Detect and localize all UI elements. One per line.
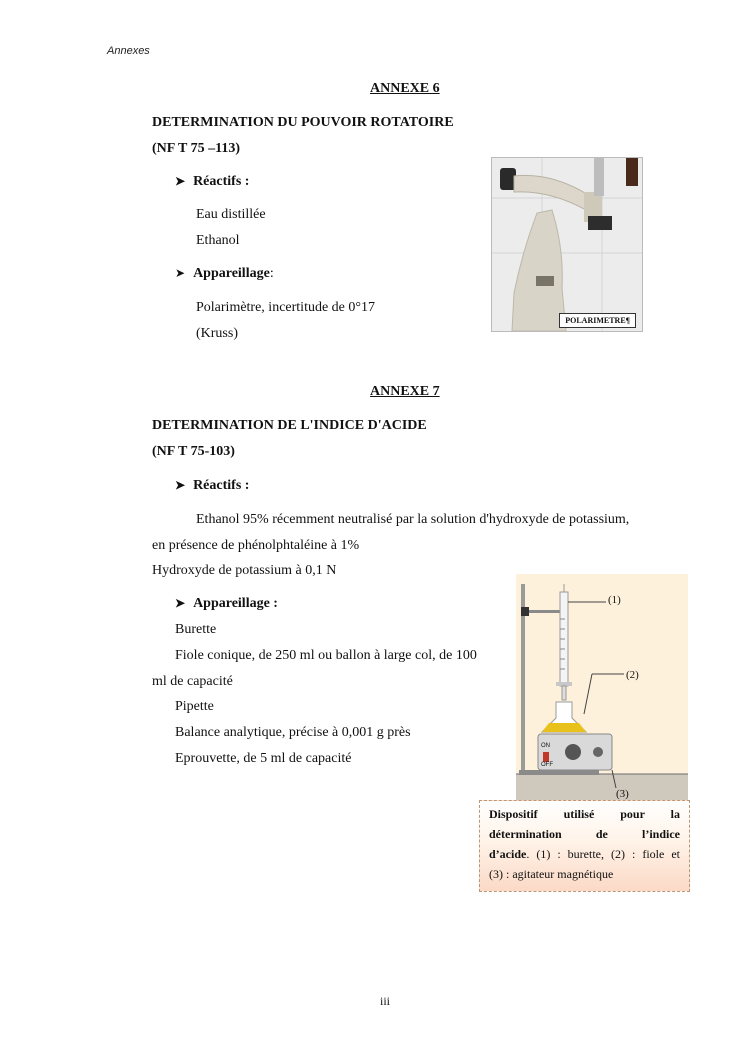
figure-label-3: (3) — [616, 788, 629, 800]
caption-bold-end: d’acide — [489, 847, 527, 861]
annex6-reactifs-heading — [175, 174, 249, 190]
annex6-norm: (NF T 75 –113) — [152, 141, 241, 156]
annex6-title: DETERMINATION DU POUVOIR ROTATOIRE — [152, 115, 454, 130]
caption-line3 — [489, 844, 680, 864]
annex7-appareillage-heading — [175, 596, 278, 612]
arrow-bullet-icon: ➤ — [175, 266, 186, 280]
annex7-norm: (NF T 75-103) — [152, 444, 235, 459]
annex7-heading: ANNEXE 7 — [370, 384, 440, 399]
annex6-reactif-2: Ethanol — [196, 233, 240, 248]
figure-label-2: (2) — [626, 669, 639, 681]
polarimeter-illustration — [492, 158, 642, 331]
switch-on-label: ON — [541, 743, 550, 749]
annex6-appareillage-label: Appareillage — [193, 266, 270, 281]
running-header: Annexes — [107, 45, 150, 57]
caption-line1: Dispositif utilisé pour la — [489, 807, 680, 821]
item-eprouvette: Eprouvette, de 5 ml de capacité — [175, 751, 352, 766]
figure-label-1: (1) — [608, 594, 621, 606]
annex7-reactif-line3: Hydroxyde de potassium à 0,1 N — [152, 563, 337, 578]
page-number: iii — [380, 994, 391, 1008]
annex6-appareil-2: (Kruss) — [196, 326, 238, 341]
annex7-title: DETERMINATION DE L'INDICE D'ACIDE — [152, 418, 427, 433]
annex7-appareillage-label: Appareillage : — [193, 596, 278, 611]
item-balance: Balance analytique, précise à 0,001 g près — [175, 725, 411, 740]
annex7-reactifs-heading — [175, 478, 249, 494]
annex6-appareillage-heading — [175, 266, 274, 282]
annex7-reactif-line2: en présence de phénolphtaléine à 1% — [152, 538, 360, 553]
caption-rest-line3: . (1) : burette, (2) : fiole et — [526, 847, 680, 861]
item-fiole-line2: ml de capacité — [152, 674, 233, 689]
arrow-bullet-icon: ➤ — [175, 596, 186, 610]
figure-caption — [479, 800, 690, 892]
annex6-appareil-1: Polarimètre, incertitude de 0°17 — [196, 300, 375, 315]
item-fiole-line1: Fiole conique, de 250 ml ou ballon à large col, de 100 — [175, 648, 477, 663]
annex6-appareillage-colon: : — [269, 266, 274, 281]
arrow-bullet-icon: ➤ — [175, 478, 186, 492]
item-burette: Burette — [175, 622, 217, 637]
caption-line4: (3) : agitateur magnétique — [489, 867, 614, 881]
caption-line2: détermination de l’indice — [489, 827, 680, 841]
polarimeter-label: POLARIMETRE¶ — [559, 313, 636, 328]
annex6-reactif-1: Eau distillée — [196, 207, 266, 222]
item-pipette: Pipette — [175, 699, 214, 714]
annex6-heading: ANNEXE 6 — [370, 81, 440, 96]
annex7-reactif-line1: Ethanol 95% récemment neutralisé par la solution d'hydroxyde de potassium, — [196, 512, 630, 527]
annex6-reactifs-label: Réactifs : — [193, 174, 250, 189]
arrow-bullet-icon: ➤ — [175, 174, 186, 188]
switch-off-label: OFF — [541, 762, 553, 768]
polarimeter-photo — [491, 157, 643, 332]
titration-setup-figure — [516, 574, 688, 802]
annex7-reactifs-label: Réactifs : — [193, 478, 250, 493]
